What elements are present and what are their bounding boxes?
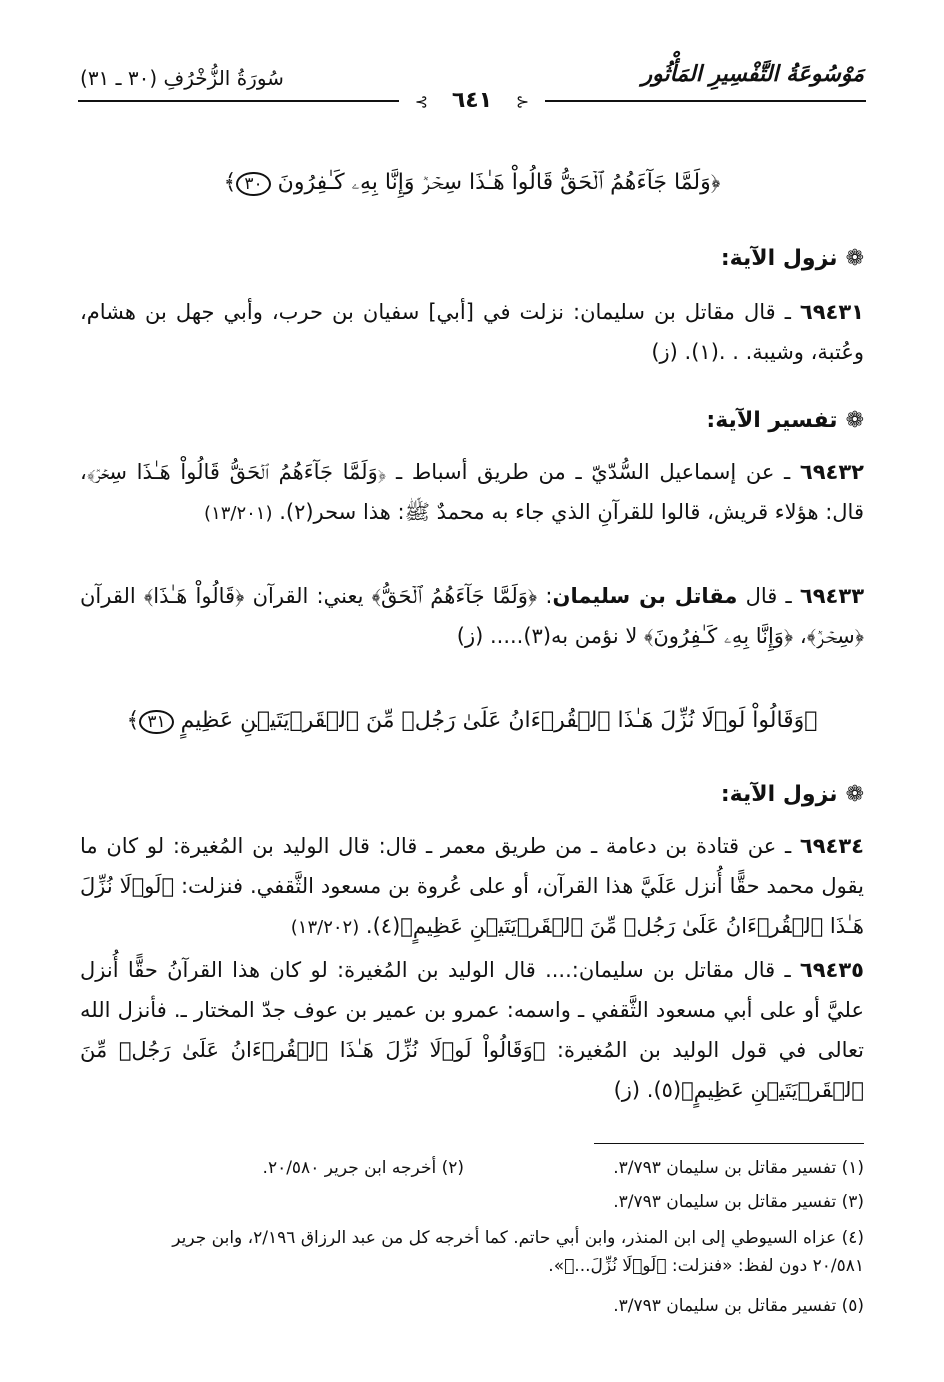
book-title: مَوْسُوعَةُ التَّفْسِيرِ المَأْثُور <box>641 62 864 87</box>
narration-text: ـ قال مقاتل بن سليمان: نزلت في [أبي] سفيان بن حرب، وأبي جهل بن هشام، وعُتبة، وشيبة. . .(١). (ز) <box>80 300 864 364</box>
narration-number: ٦٩٤٣٣ <box>799 584 865 608</box>
ornament-icon: ⊰ <box>407 92 436 111</box>
verse-close-bracket: ﴾ <box>126 708 140 733</box>
surah-header <box>80 66 284 90</box>
section-heading <box>721 246 864 271</box>
footnote-1: (١) تفسير مقاتل بن سليمان ٣/٧٩٣. <box>613 1158 864 1178</box>
volume-reference: (١٣/٢٠١) <box>204 503 273 524</box>
verse-number-badge: ٣٠ <box>236 172 270 196</box>
footnote-5: (٥) تفسير مقاتل بن سليمان ٣/٧٩٣. <box>613 1296 864 1316</box>
verse-number-badge: ٣١ <box>139 710 173 734</box>
narration-number: ٦٩٤٣١ <box>799 300 864 324</box>
narration-69431 <box>80 292 864 372</box>
verse-text: ﴿وَلَمَّا جَآءَهُمُ ٱلۡحَقُّ قَالُواْ هَـٰذَا سِحۡرٞ وَإِنَّا بِهِۦ كَـٰفِرُونَ <box>277 170 721 195</box>
footnote-4 <box>80 1224 864 1280</box>
flower-icon: ❁ <box>845 408 864 433</box>
flower-icon: ❁ <box>845 246 864 271</box>
page-number: ٦٤١ <box>444 88 500 113</box>
section-title: نزول الآية: <box>720 246 838 271</box>
narration-69435 <box>80 950 864 1110</box>
narration-69433 <box>80 576 864 656</box>
footnote-3: (٣) تفسير مقاتل بن سليمان ٣/٧٩٣. <box>613 1192 864 1212</box>
section-title: نزول الآية: <box>720 782 838 807</box>
page-number-box <box>0 88 944 113</box>
footnote-2: (٢) أخرجه ابن جرير ٢٠/٥٨٠. <box>262 1158 464 1178</box>
verse-range: (٣٠ ـ ٣١) <box>80 66 158 90</box>
narration-lead: ـ قال <box>737 584 800 608</box>
narration-text: ـ عن قتادة بن دعامة ـ من طريق معمر ـ قال: قال الوليد بن المُغيرة: لو كان ما يقول محمد حقًّا أُنزل عَلَيَّ هذا القرآن، أو على عُروة بن مسعود الثَّقفي. فنزلت: ﴿لَوۡلَا نُزِّلَ هَـٰذَا ٱلۡقُرۡءَانُ عَلَىٰ رَجُلٖ مِّنَ ٱلۡقَرۡيَتَيۡنِ عَظِيمٍ﴾(٤). <box>80 834 864 938</box>
narration-69432 <box>80 452 864 534</box>
narrator-name: مقاتل بن سليمان <box>552 584 738 608</box>
footnote-rule <box>594 1143 864 1144</box>
verse-text: ﴿وَقَالُواْ لَوۡلَا نُزِّلَ هَـٰذَا ٱلۡقُرۡءَانُ عَلَىٰ رَجُلٖ مِّنَ ٱلۡقَرۡيَتَيۡنِ عَظِيمٍ <box>180 708 818 733</box>
footnote-4-line-1: (٤) عزاه السيوطي إلى ابن المنذر، وابن أبي حاتم. كما أخرجه كل من عبد الرزاق ٢/١٩٦، وابن جرير <box>172 1228 864 1248</box>
surah-label: سُورَةُ الزُّخْرُفِ <box>163 66 284 90</box>
verse-close-bracket: ﴾ <box>223 170 237 195</box>
narration-number: ٦٩٤٣٢ <box>799 460 864 484</box>
flower-icon: ❁ <box>845 782 864 807</box>
section-heading <box>721 782 864 807</box>
section-heading <box>706 408 864 433</box>
narration-69434 <box>80 826 864 948</box>
quran-verse-30 <box>80 170 864 196</box>
footnote-4-line-2: ٢٠/٥٨١ دون لفظ: «فنزلت: ﴿لَوۡلَا نُزِّلَ...﴾». <box>548 1256 864 1276</box>
narration-text: ـ عن إسماعيل السُّدّيّ ـ من طريق أسباط ـ ﴿وَلَمَّا جَآءَهُمُ ٱلۡحَقُّ قَالُواْ هَـٰذَا سِحۡرٞ﴾، قال: هؤلاء قريش، قالوا للقرآنِ الذي جاء به محمدٌ ﷺ: هذا سحر(٢). <box>80 460 864 524</box>
narration-number: ٦٩٤٣٤ <box>799 834 864 858</box>
narration-number: ٦٩٤٣٥ <box>799 958 864 982</box>
narration-text: : ﴿وَلَمَّا جَآءَهُمُ ٱلۡحَقُّ﴾ يعني: القرآن ﴿قَالُواْ هَـٰذَا﴾ القرآن ﴿سِحۡرٞ﴾، ﴿وَإِنَّا بِهِۦ كَـٰفِرُونَ﴾ لا نؤمن به(٣)..... (ز) <box>80 584 864 648</box>
narration-text: ـ قال مقاتل بن سليمان:.... قال الوليد بن المُغيرة: لو كان هذا القرآنُ حقًّا أُنزل عليَّ أو على أبي مسعود الثَّقفي ـ واسمه: عمرو بن عمير بن عوف جدّ المختار ـ. فأنزل الله تعالى في قول الوليد بن المُغيرة: ﴿وَقَالُواْ لَوۡلَا نُزِّلَ هَـٰذَا ٱلۡقُرۡءَانُ عَلَىٰ رَجُلٖ مِّنَ ٱلۡقَرۡيَتَيۡنِ عَظِيمٍ﴾(٥). (ز) <box>80 958 864 1102</box>
volume-reference: (١٣/٢٠٢) <box>290 917 360 938</box>
section-title: تفسير الآية: <box>706 408 838 433</box>
ornament-icon: ⊱ <box>508 92 537 111</box>
quran-verse-31 <box>80 708 864 734</box>
